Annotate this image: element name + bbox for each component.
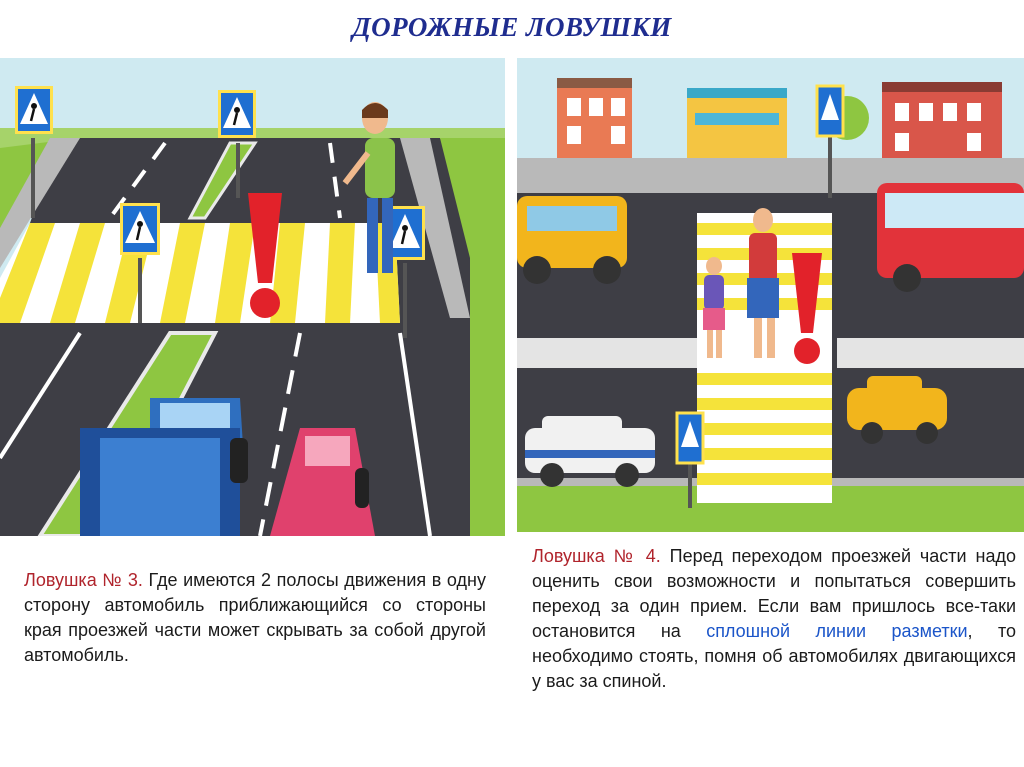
trap-4-description: [532, 544, 1016, 694]
page-title: ДОРОЖНЫЕ ЛОВУШКИ: [352, 12, 672, 42]
trap-4-body-before: Перед переходом проезжей части надо оценить свои возможности и попытаться совершить переход за один прием. Если вам пришлось все-таки остановится на: [532, 546, 1016, 641]
illustration-trap-4: [517, 58, 1024, 532]
trap-3-body: Где имеются 2 полосы движения в одну сторону автомобиль приближающийся со стороны края проезжей части может скрывать за собой другой автомобиль.: [24, 570, 486, 665]
red-bus: [877, 183, 1024, 292]
trap-3-heading: Ловушка № 3.: [24, 570, 143, 590]
illustration-trap-3: [0, 58, 505, 536]
trap-4-body-after: , то необходимо стоять, помня об автомобилях двигающихся у вас за спиной.: [532, 621, 1017, 691]
trap-3-description: [24, 568, 486, 668]
trap-4-heading: Ловушка № 4.: [532, 546, 661, 566]
trap-4-highlight: сплошной линии разметки: [706, 621, 968, 641]
